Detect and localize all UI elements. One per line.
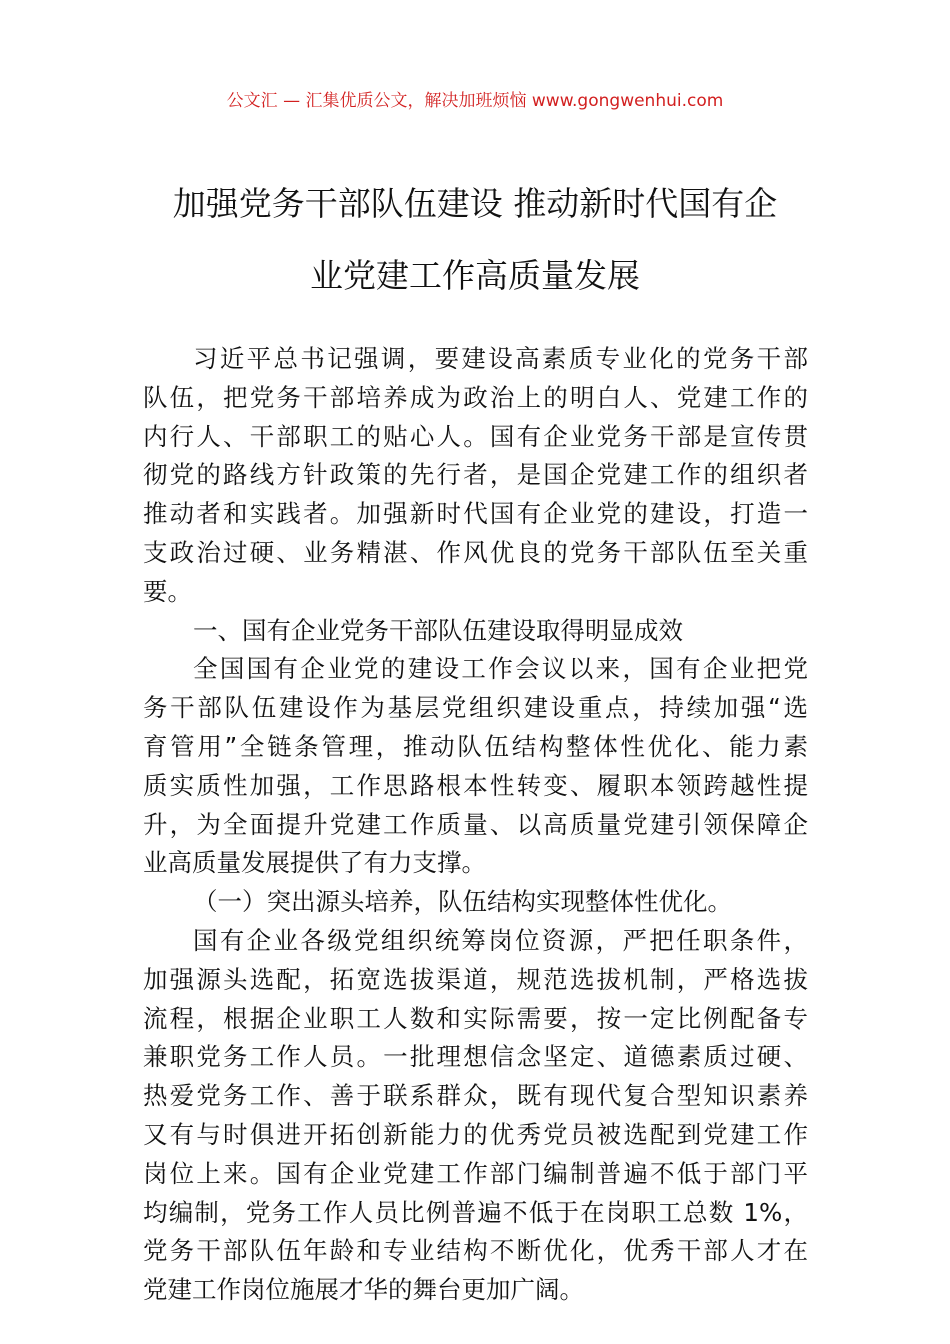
- subsection-heading: （一）突出源头培养，队伍结构实现整体性优化。: [193, 887, 732, 917]
- paragraph-line: 全国国有企业党的建设工作会议以来，国有企业把党: [193, 654, 808, 684]
- paragraph-line: 岗位上来。国有企业党建工作部门编制普遍不低于部门平: [143, 1158, 808, 1188]
- document-body: [143, 340, 808, 1310]
- paragraph-line: 均编制，党务工作人员比例普遍不低于在岗职工总数 1%，: [143, 1197, 808, 1227]
- paragraph-line: 内行人、干部职工的贴心人。国有企业党务干部是宣传贯: [143, 421, 808, 451]
- site-banner: 公文汇 — 汇集优质公文，解决加班烦恼 www.gongwenhui.com: [226, 91, 724, 111]
- title-line-1: 加强党务干部队伍建设 推动新时代国有企: [172, 184, 778, 223]
- paragraph-line: 党建工作岗位施展才华的舞台更加广阔。: [143, 1275, 584, 1305]
- paragraph-line: 加强源头选配，拓宽选拔渠道，规范选拔机制，严格选拔: [143, 964, 808, 994]
- paragraph-line: 质实质性加强，工作思路根本性转变、履职本领跨越性提: [143, 770, 808, 800]
- paragraph-line: 队伍，把党务干部培养成为政治上的明白人、党建工作的: [143, 382, 808, 412]
- paragraph-line: 升，为全面提升党建工作质量、以高质量党建引领保障企: [143, 809, 808, 839]
- section-heading: 一、国有企业党务干部队伍建设取得明显成效: [193, 615, 683, 645]
- paragraph-line: 又有与时俱进开拓创新能力的优秀党员被选配到党建工作: [143, 1119, 808, 1149]
- paragraph-line: 兼职党务工作人员。一批理想信念坚定、道德素质过硬、: [143, 1042, 808, 1072]
- document-title: [120, 168, 830, 312]
- paragraph-line: 流程，根据企业职工人数和实际需要，按一定比例配备专: [143, 1003, 808, 1033]
- paragraph-line: 务干部队伍建设作为基层党组织建设重点，持续加强“选: [143, 693, 808, 723]
- paragraph-line: 支政治过硬、业务精湛、作风优良的党务干部队伍至关重: [143, 537, 808, 567]
- paragraph-line: 国有企业各级党组织统筹岗位资源，严把任职条件，: [193, 925, 808, 955]
- paragraph-line: 要。: [143, 576, 192, 606]
- paragraph-line: 业高质量发展提供了有力支撑。: [143, 848, 486, 878]
- paragraph-line: 彻党的路线方针政策的先行者，是国企党建工作的组织者: [143, 460, 808, 490]
- title-line-2: 业党建工作高质量发展: [310, 256, 640, 295]
- paragraph-line: 育管用”全链条管理，推动队伍结构整体性优化、能力素: [143, 731, 808, 761]
- paragraph-line: 推动者和实践者。加强新时代国有企业党的建设，打造一: [143, 499, 808, 529]
- paragraph-line: 习近平总书记强调，要建设高素质专业化的党务干部: [193, 344, 808, 373]
- paragraph-line: 热爱党务工作、善于联系群众，既有现代复合型知识素养: [143, 1081, 808, 1111]
- paragraph-line: 党务干部队伍年龄和专业结构不断优化，优秀干部人才在: [143, 1236, 808, 1266]
